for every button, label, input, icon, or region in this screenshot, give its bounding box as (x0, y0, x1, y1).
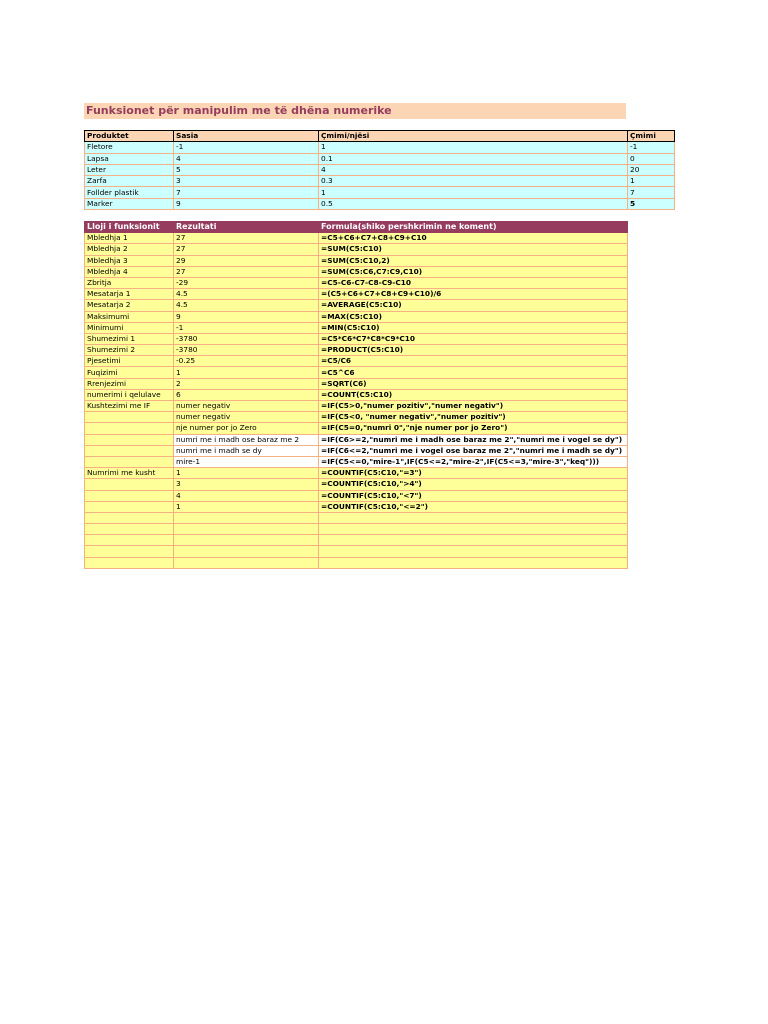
function-cell[interactable]: =C5*C6*C7*C8*C9*C10 (319, 333, 628, 344)
function-cell[interactable]: =C5/C6 (319, 356, 628, 367)
function-cell[interactable] (174, 524, 319, 535)
function-cell[interactable]: =IF(C5<=0,"mire-1",IF(C5<=2,"mire-2",IF(C5<=3,"mire-3","keq"))) (319, 456, 628, 467)
product-header-cell[interactable]: Çmimi/njësi (319, 131, 628, 142)
function-cell[interactable] (85, 434, 174, 445)
function-cell[interactable]: Minimumi (85, 322, 174, 333)
function-cell[interactable] (174, 535, 319, 546)
function-cell[interactable] (319, 546, 628, 557)
function-cell[interactable]: numerimi i qelulave (85, 389, 174, 400)
function-cell[interactable]: Mbledhja 4 (85, 266, 174, 277)
function-cell[interactable]: =IF(C5=0,"numri 0","nje numer por jo Zero") (319, 423, 628, 434)
function-cell[interactable]: Pjesetimi (85, 356, 174, 367)
product-row (85, 153, 675, 164)
product-cell[interactable]: 9 (174, 198, 319, 209)
function-cell[interactable]: 27 (174, 244, 319, 255)
function-cell[interactable]: 1 (174, 367, 319, 378)
function-cell[interactable]: numer negativ (174, 401, 319, 412)
function-row (85, 535, 628, 546)
function-header-cell[interactable]: Formula(shiko pershkrimin ne koment) (319, 222, 628, 233)
function-row (85, 524, 628, 535)
function-cell[interactable]: =COUNT(C5:C10) (319, 389, 628, 400)
function-cell[interactable]: =IF(C5<0, "numer negativ","numer pozitiv") (319, 412, 628, 423)
function-cell[interactable] (319, 557, 628, 568)
function-row (85, 289, 628, 300)
function-cell[interactable]: Rrenjezimi (85, 378, 174, 389)
function-row (85, 401, 628, 412)
product-row (85, 187, 675, 198)
function-cell[interactable]: 1 (174, 501, 319, 512)
function-row (85, 434, 628, 445)
function-cell[interactable]: numri me i madh ose baraz me 2 (174, 434, 319, 445)
product-cell[interactable]: 5 (628, 198, 675, 209)
function-cell[interactable] (319, 512, 628, 523)
function-cell[interactable]: Fuqizimi (85, 367, 174, 378)
function-row (85, 456, 628, 467)
product-cell[interactable]: 4 (319, 164, 628, 175)
function-cell[interactable] (85, 445, 174, 456)
function-cell[interactable] (85, 456, 174, 467)
product-cell[interactable]: 7 (628, 187, 675, 198)
product-cell[interactable]: 0 (628, 153, 675, 164)
function-cell[interactable]: Mesatarja 1 (85, 289, 174, 300)
product-cell[interactable]: 7 (174, 187, 319, 198)
function-cell[interactable]: 3 (174, 479, 319, 490)
function-cell[interactable] (174, 557, 319, 568)
function-cell[interactable] (85, 512, 174, 523)
function-row (85, 311, 628, 322)
function-cell[interactable]: numer negativ (174, 412, 319, 423)
function-cell[interactable] (174, 546, 319, 557)
product-header-cell[interactable]: Çmimi (628, 131, 675, 142)
product-cell[interactable]: 3 (174, 176, 319, 187)
function-row (85, 356, 628, 367)
function-cell[interactable]: Mbledhja 3 (85, 255, 174, 266)
function-cell[interactable]: 4.5 (174, 289, 319, 300)
product-cell[interactable]: Zarfa (85, 176, 174, 187)
product-cell[interactable]: 5 (174, 164, 319, 175)
function-cell[interactable]: 4.5 (174, 300, 319, 311)
function-row (85, 255, 628, 266)
function-row (85, 378, 628, 389)
product-cell[interactable]: -1 (628, 142, 675, 153)
function-cell[interactable]: -0.25 (174, 356, 319, 367)
function-row (85, 490, 628, 501)
function-header-row (85, 222, 628, 233)
function-cell[interactable]: =SUM(C5:C10) (319, 244, 628, 255)
function-cell[interactable]: Shumezimi 1 (85, 333, 174, 344)
function-row (85, 512, 628, 523)
function-cell[interactable]: =SUM(C5:C6,C7:C9,C10) (319, 266, 628, 277)
function-cell[interactable] (85, 501, 174, 512)
function-cell[interactable]: =SQRT(C6) (319, 378, 628, 389)
product-cell[interactable]: 1 (319, 187, 628, 198)
product-header-row (85, 131, 675, 142)
product-cell[interactable]: 0.1 (319, 153, 628, 164)
function-header-cell[interactable]: Rezultati (174, 222, 319, 233)
function-cell[interactable]: =COUNTIF(C5:C10,"=3") (319, 468, 628, 479)
product-header-cell[interactable]: Produktet (85, 131, 174, 142)
function-cell[interactable]: =COUNTIF(C5:C10,"<=2") (319, 501, 628, 512)
product-row (85, 142, 675, 153)
product-cell[interactable]: 0.5 (319, 198, 628, 209)
function-cell[interactable]: =PRODUCT(C5:C10) (319, 345, 628, 356)
function-cell[interactable] (85, 412, 174, 423)
product-row (85, 176, 675, 187)
product-header-cell[interactable]: Sasia (174, 131, 319, 142)
function-cell[interactable]: -3780 (174, 333, 319, 344)
function-row (85, 557, 628, 568)
function-cell[interactable]: Kushtezimi me IF (85, 401, 174, 412)
function-row (85, 300, 628, 311)
function-cell[interactable] (319, 524, 628, 535)
function-cell[interactable]: 27 (174, 233, 319, 244)
function-row (85, 468, 628, 479)
function-row (85, 412, 628, 423)
function-cell[interactable]: Zbritja (85, 277, 174, 288)
function-cell[interactable] (319, 535, 628, 546)
function-row (85, 345, 628, 356)
product-cell[interactable]: 1 (628, 176, 675, 187)
function-cell[interactable]: =COUNTIF(C5:C10,">4") (319, 479, 628, 490)
product-cell[interactable]: Leter (85, 164, 174, 175)
function-cell[interactable]: 27 (174, 266, 319, 277)
function-cell[interactable]: 29 (174, 255, 319, 266)
product-cell[interactable]: Fletore (85, 142, 174, 153)
function-cell[interactable]: Shumezimi 2 (85, 345, 174, 356)
function-row (85, 244, 628, 255)
function-cell[interactable]: =SUM(C5:C10,2) (319, 255, 628, 266)
function-cell[interactable] (85, 535, 174, 546)
function-cell[interactable]: =AVERAGE(C5:C10) (319, 300, 628, 311)
function-cell[interactable]: mire-1 (174, 456, 319, 467)
function-row (85, 266, 628, 277)
function-row (85, 233, 628, 244)
function-cell[interactable]: =MAX(C5:C10) (319, 311, 628, 322)
function-row (85, 277, 628, 288)
function-cell[interactable]: 6 (174, 389, 319, 400)
function-row (85, 333, 628, 344)
function-cell[interactable]: Numrimi me kusht (85, 468, 174, 479)
function-cell[interactable]: Maksimumi (85, 311, 174, 322)
product-cell[interactable]: Lapsa (85, 153, 174, 164)
product-cell[interactable]: 20 (628, 164, 675, 175)
function-header-cell[interactable]: Lloji i funksionit (85, 222, 174, 233)
functions-table (84, 221, 628, 569)
sheet-title: Funksionet për manipulim me të dhëna numerike (84, 103, 626, 119)
function-cell[interactable]: 1 (174, 468, 319, 479)
function-cell[interactable]: 4 (174, 490, 319, 501)
function-row (85, 546, 628, 557)
function-row (85, 445, 628, 456)
function-cell[interactable]: =(C5+C6+C7+C8+C9+C10)/6 (319, 289, 628, 300)
function-cell[interactable]: numri me i madh se dy (174, 445, 319, 456)
function-cell[interactable]: =COUNTIF(C5:C10,"<7") (319, 490, 628, 501)
function-cell[interactable]: =C5+C6+C7+C8+C9+C10 (319, 233, 628, 244)
function-cell[interactable] (85, 546, 174, 557)
function-cell[interactable]: -3780 (174, 345, 319, 356)
function-cell[interactable] (85, 479, 174, 490)
function-cell[interactable]: Mbledhja 1 (85, 233, 174, 244)
function-row (85, 479, 628, 490)
function-row (85, 322, 628, 333)
function-row (85, 423, 628, 434)
function-cell[interactable]: =C5-C6-C7-C8-C9-C10 (319, 277, 628, 288)
product-row (85, 164, 675, 175)
product-cell[interactable]: 1 (319, 142, 628, 153)
product-cell[interactable]: Follder plastik (85, 187, 174, 198)
function-cell[interactable]: -29 (174, 277, 319, 288)
product-cell[interactable]: -1 (174, 142, 319, 153)
function-cell[interactable]: Mesatarja 2 (85, 300, 174, 311)
function-cell[interactable] (174, 512, 319, 523)
function-row (85, 501, 628, 512)
function-cell[interactable]: =IF(C5>0,"numer pozitiv","numer negativ") (319, 401, 628, 412)
function-cell[interactable]: -1 (174, 322, 319, 333)
function-cell[interactable]: =C5^C6 (319, 367, 628, 378)
function-cell[interactable]: =IF(C6>=2,"numri me i madh ose baraz me 2","numri me i vogel se dy") (319, 434, 628, 445)
function-cell[interactable] (85, 490, 174, 501)
products-table (84, 130, 675, 210)
function-cell[interactable] (85, 557, 174, 568)
product-cell[interactable]: 4 (174, 153, 319, 164)
function-cell[interactable]: nje numer por jo Zero (174, 423, 319, 434)
function-row (85, 389, 628, 400)
function-row (85, 367, 628, 378)
function-cell[interactable]: 9 (174, 311, 319, 322)
product-cell[interactable]: 0.3 (319, 176, 628, 187)
function-cell[interactable] (85, 423, 174, 434)
function-cell[interactable]: 2 (174, 378, 319, 389)
product-cell[interactable]: Marker (85, 198, 174, 209)
function-cell[interactable]: =MIN(C5:C10) (319, 322, 628, 333)
function-cell[interactable]: Mbledhja 2 (85, 244, 174, 255)
product-row (85, 198, 675, 209)
function-cell[interactable]: =IF(C6<=2,"numri me i vogel ose baraz me 2","numri me i madh se dy") (319, 445, 628, 456)
function-cell[interactable] (85, 524, 174, 535)
